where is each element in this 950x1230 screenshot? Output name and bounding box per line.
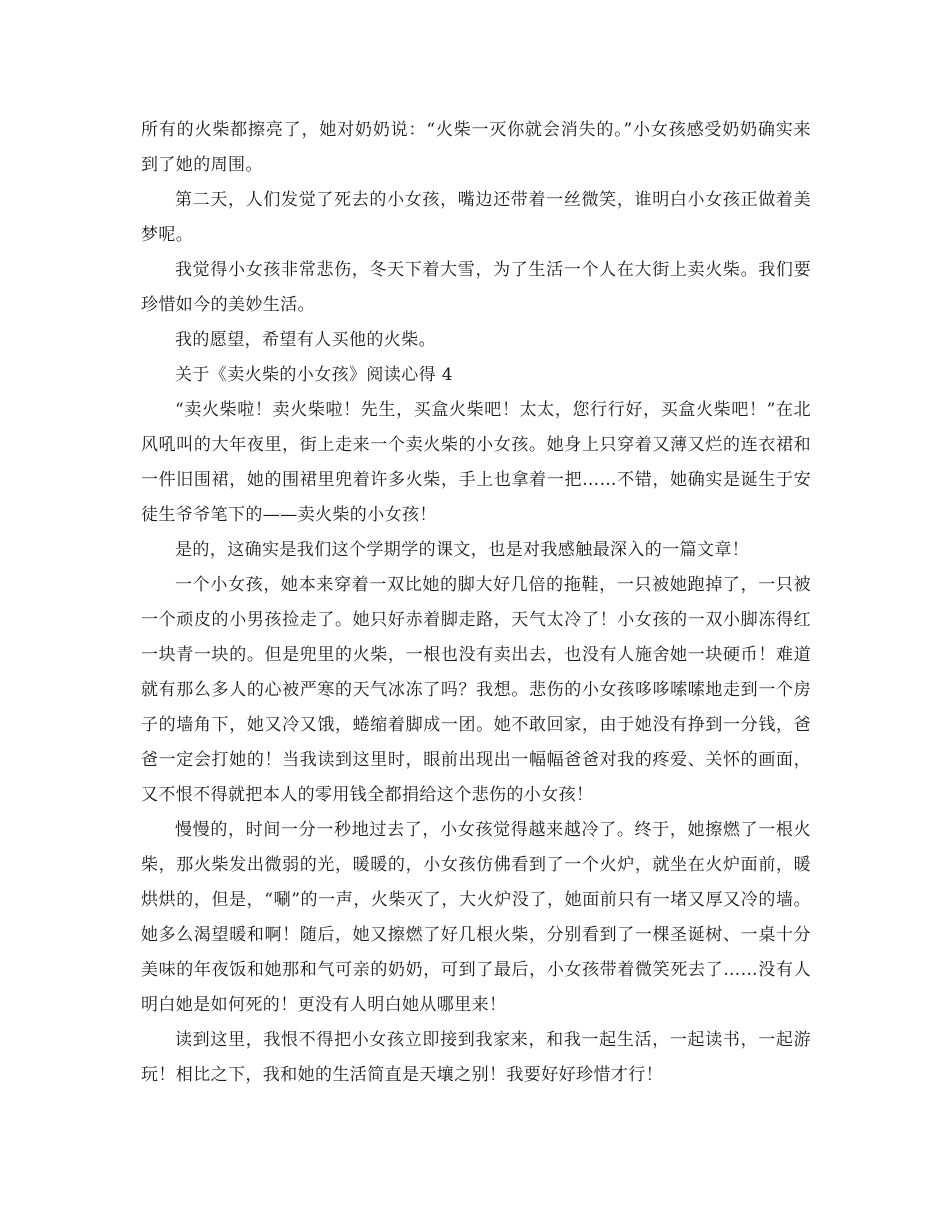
paragraph-4: 我的愿望，希望有人买他的火柴。	[175, 330, 436, 350]
paragraph-8: 一个小女孩，她本来穿着一双比她的脚大好几倍的拖鞋，一只被她跑掉了，一只被一个顽皮的小男孩捡走了。她只好赤着脚走路，天气太冷了！小女孩的一双小脚冻得红一块青一块的。但是兜里的火柴，一根也没有卖出去，也没有人施舍她一块硬币！难道就有那么多人的心被严寒的天气冰冻了吗？我想。悲伤的小女孩哆哆嗦嗦地走到一个房子的墙角下，她又冷又饿，蜷缩着脚成一团。她不敢回家，由于她没有挣到一分钱，爸爸一定会打她的！当我读到这里时，眼前出现出一幅幅爸爸对我的疼爱、关怀的画面，又不恨不得就把本人的零用钱全都捐给这个悲伤的小女孩！	[141, 575, 811, 805]
document-body	[141, 113, 811, 1093]
paragraph-7: 是的，这确实是我们这个学期学的课文，也是对我感触最深入的一篇文章！	[175, 540, 750, 560]
paragraph-3: 我觉得小女孩非常悲伤，冬天下着大雪，为了生活一个人在大街上卖火柴。我们要珍惜如今的美妙生活。	[141, 260, 811, 315]
paragraph-9: 慢慢的，时间一分一秒地过去了，小女孩觉得越来越冷了。终于，她擦燃了一根火柴，那火柴发出微弱的光，暖暖的，小女孩仿佛看到了一个火炉，就坐在火炉面前，暖烘烘的，但是，“唰”的一声，火柴灭了，大火炉没了，她面前只有一堵又厚又冷的墙。她多么渴望暖和啊！随后，她又擦燃了好几根火柴，分别看到了一棵圣诞树、一桌十分美味的年夜饭和她那和气可亲的奶奶，可到了最后，小女孩带着微笑死去了……没有人明白她是如何死的！更没有人明白她从哪里来！	[141, 820, 811, 1015]
paragraph-2: 第二天，人们发觉了死去的小女孩，嘴边还带着一丝微笑，谁明白小女孩正做着美梦呢。	[141, 190, 811, 245]
paragraph-1: 所有的火柴都擦亮了，她对奶奶说：“火柴一灭你就会消失的。”小女孩感受奶奶确实来到了她的周围。	[141, 120, 811, 175]
section-heading: 关于《卖火柴的小女孩》阅读心得 4	[175, 365, 454, 385]
paragraph-6: “卖火柴啦！卖火柴啦！先生，买盒火柴吧！太太，您行行好，买盒火柴吧！”在北风吼叫的大年夜里，街上走来一个卖火柴的小女孩。她身上只穿着又薄又烂的连衣裙和一件旧围裙，她的围裙里兜着许多火柴，手上也拿着一把……不错，她确实是诞生于安徒生爷爷笔下的——卖火柴的小女孩！	[141, 400, 811, 525]
paragraph-10: 读到这里，我恨不得把小女孩立即接到我家来，和我一起生活，一起读书，一起游玩！相比之下，我和她的生活简直是天壤之别！我要好好珍惜才行！	[141, 1030, 811, 1085]
